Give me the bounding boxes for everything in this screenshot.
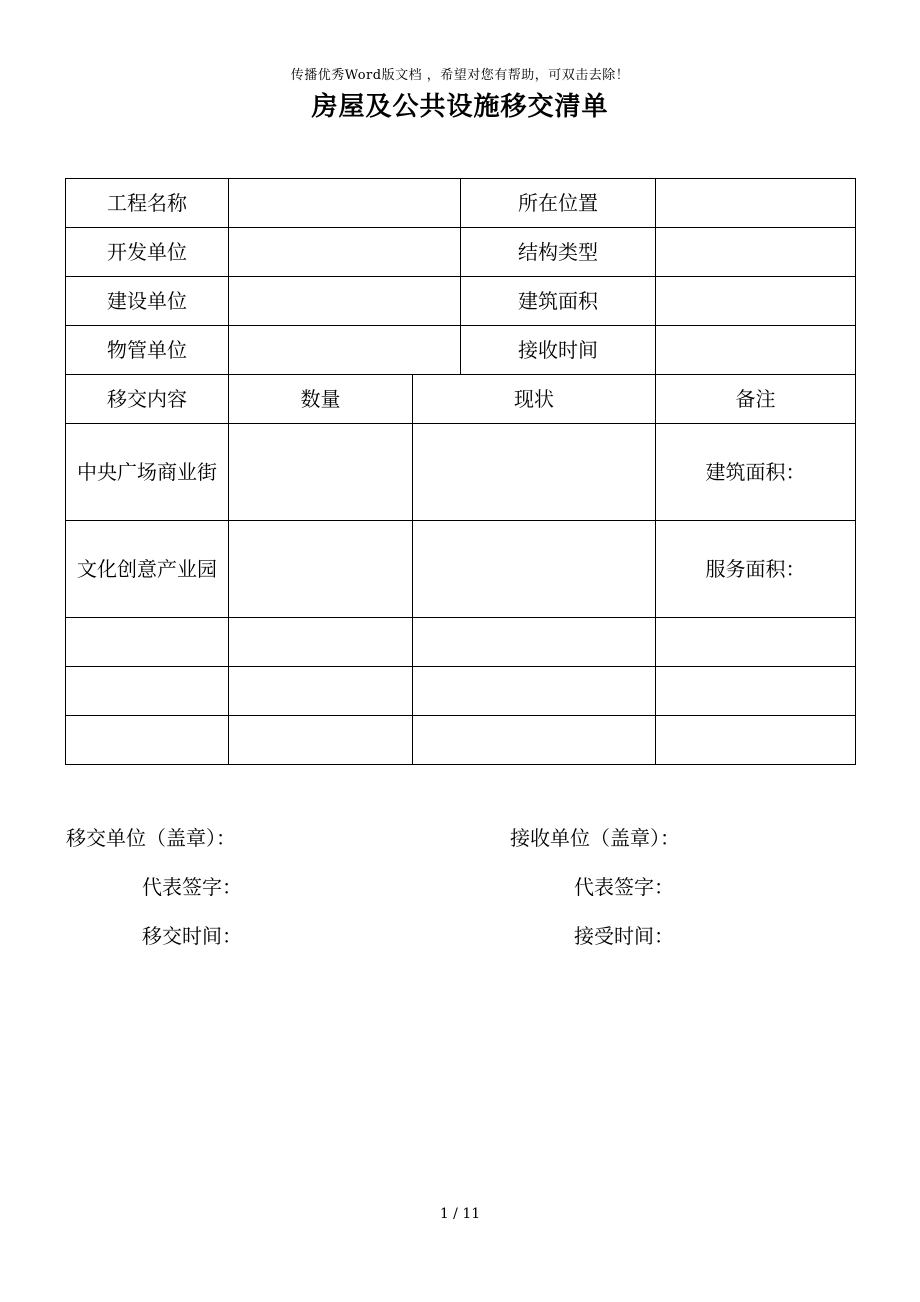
receiver-signature-label: 代表签字： [574, 875, 674, 899]
column-header-status: 现状 [413, 375, 656, 424]
item-content [66, 667, 229, 716]
page-number: 1 / 11 [439, 1206, 481, 1222]
info-row [66, 326, 856, 375]
table-row [66, 618, 856, 667]
item-status [413, 618, 656, 667]
item-content [66, 618, 229, 667]
item-quantity [229, 716, 413, 765]
info-value-location [656, 179, 856, 228]
item-status [413, 716, 656, 765]
item-quantity [229, 618, 413, 667]
info-label-location: 所在位置 [461, 179, 656, 228]
handover-table [65, 178, 856, 765]
info-value-builder [229, 277, 461, 326]
item-quantity [229, 424, 413, 521]
info-row [66, 179, 856, 228]
document-title: 房屋及公共设施移交清单 [311, 92, 609, 122]
table-row [66, 521, 856, 618]
handover-signature-label: 代表签字： [142, 875, 242, 899]
handover-unit-label: 移交单位（盖章）： [66, 826, 236, 850]
info-label-building-area: 建筑面积 [461, 277, 656, 326]
info-label-builder: 建设单位 [66, 277, 229, 326]
header-note: 传播优秀Word版文档 ，希望对您有帮助，可双击去除！ [290, 68, 630, 83]
info-label-receive-time: 接收时间 [461, 326, 656, 375]
handover-time-label: 移交时间： [142, 924, 242, 948]
item-quantity [229, 667, 413, 716]
column-header-note: 备注 [656, 375, 856, 424]
table-row [66, 424, 856, 521]
info-label-structure-type: 结构类型 [461, 228, 656, 277]
info-value-developer [229, 228, 461, 277]
item-status [413, 667, 656, 716]
item-content [66, 716, 229, 765]
item-note: 建筑面积： [656, 424, 856, 521]
item-note [656, 667, 856, 716]
receiver-unit-label: 接收单位（盖章）： [510, 826, 680, 850]
info-label-property-manager: 物管单位 [66, 326, 229, 375]
receiver-time-label: 接受时间： [574, 924, 674, 948]
item-note [656, 716, 856, 765]
table-row [66, 667, 856, 716]
info-value-receive-time [656, 326, 856, 375]
info-label-project-name: 工程名称 [66, 179, 229, 228]
item-content: 中央广场商业街 [66, 424, 229, 521]
info-value-project-name [229, 179, 461, 228]
column-header-quantity: 数量 [229, 375, 413, 424]
column-header-row [66, 375, 856, 424]
info-row [66, 228, 856, 277]
info-value-structure-type [656, 228, 856, 277]
column-header-content: 移交内容 [66, 375, 229, 424]
item-quantity [229, 521, 413, 618]
info-label-developer: 开发单位 [66, 228, 229, 277]
item-status [413, 424, 656, 521]
item-note [656, 618, 856, 667]
item-status [413, 521, 656, 618]
info-value-property-manager [229, 326, 461, 375]
item-content: 文化创意产业园 [66, 521, 229, 618]
info-value-building-area [656, 277, 856, 326]
item-note: 服务面积： [656, 521, 856, 618]
table-row [66, 716, 856, 765]
info-row [66, 277, 856, 326]
